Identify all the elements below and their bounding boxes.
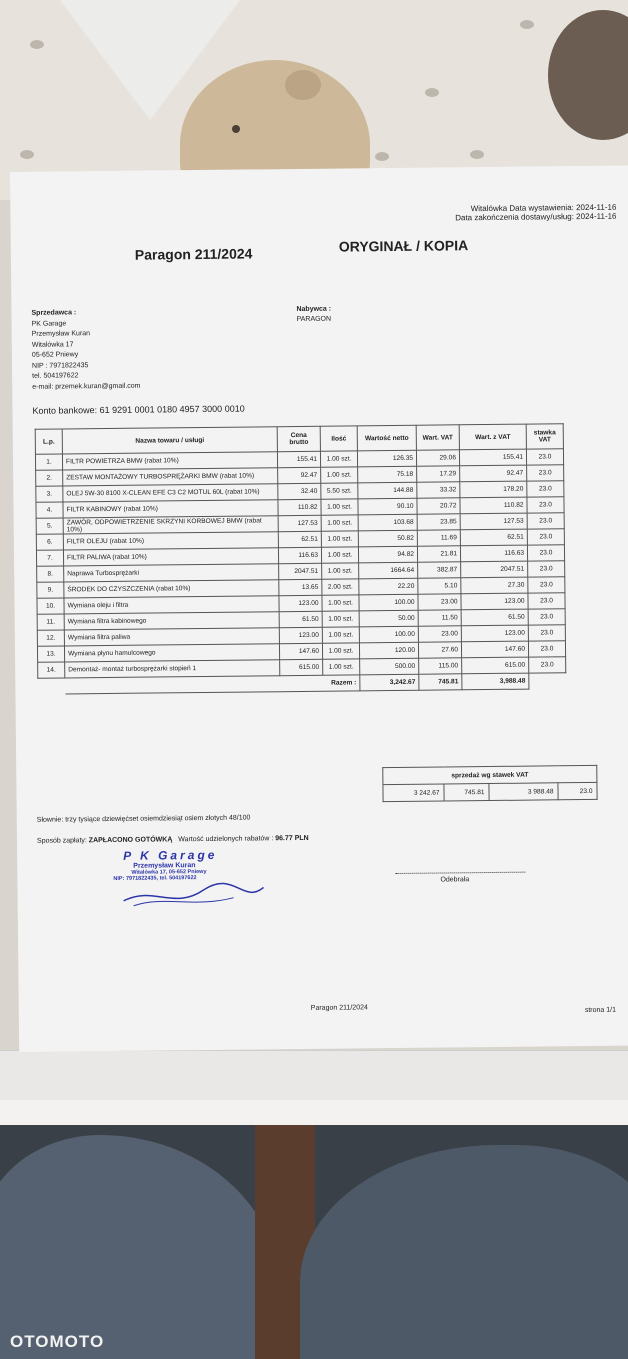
row-price: 155.41 (277, 451, 320, 467)
stamp-line: NIP: 7971822435, tel. 504197622 (113, 875, 197, 882)
dot (20, 150, 34, 159)
row-net: 103.68 (358, 514, 417, 531)
row-name: Naprawa Turbosprężarki (64, 564, 279, 582)
date-delivery: Data zakończenia dostawy/usług: 2024-11-16 (455, 211, 617, 223)
row-price: 92.47 (278, 467, 321, 483)
row-vat: 21.81 (417, 546, 460, 562)
row-rate: 23.0 (528, 625, 565, 641)
row-net: 75.18 (358, 466, 417, 483)
vat-sum-gross: 3 988.48 (489, 783, 558, 801)
items-table (35, 423, 567, 695)
dot (520, 20, 534, 29)
row-rate: 23.0 (528, 561, 565, 577)
row-price: 110.82 (278, 499, 321, 515)
row-rate: 23.0 (528, 577, 565, 593)
dates (455, 203, 616, 223)
row-rate: 23.0 (528, 609, 565, 625)
row-net: 120.00 (359, 642, 418, 659)
col-qty: Ilość (320, 426, 357, 451)
row-price: 147.60 (279, 643, 322, 659)
row-net: 22.20 (359, 578, 418, 595)
row-gross: 155.41 (459, 449, 526, 466)
vat-summary-title: sprzedaż wg stawek VAT (383, 765, 597, 784)
vat-sum-net: 3 242.67 (383, 784, 444, 802)
company-stamp (113, 847, 274, 919)
row-rate: 23.0 (527, 465, 564, 481)
total-net: 3,242.67 (360, 674, 419, 691)
row-rate: 23.0 (527, 513, 564, 529)
stamp-line: Przemysław Kuran (133, 862, 196, 870)
row-lp: 10. (37, 598, 64, 614)
payment-label: Sposób zapłaty: (36, 837, 87, 845)
row-vat: 115.00 (419, 658, 462, 674)
row-qty: 5.50 szt. (321, 483, 358, 499)
dot (470, 150, 484, 159)
vat-summary-table (382, 765, 597, 802)
knee-left (0, 1135, 280, 1359)
seller-line: NIP : 7971822435 (31, 361, 89, 370)
dot (375, 152, 389, 161)
row-net: 144.88 (358, 482, 417, 499)
row-lp: 3. (36, 486, 63, 502)
col-price: Cena brutto (277, 426, 320, 451)
row-vat: 33.32 (417, 482, 460, 498)
row-lp: 7. (36, 550, 63, 566)
row-price: 61.50 (279, 611, 322, 627)
row-name: Wymiana płynu hamulcowego (64, 644, 279, 662)
stamp-line: P K Garage (123, 847, 218, 863)
row-gross: 116.63 (460, 545, 527, 562)
row-name: Demontaż- montaż turbosprężarki stopień 1 (65, 660, 280, 678)
row-name: ZAWÓR, ODPOWIETRZENIE SKRZYNI KORBOWEJ BMW (rabat 10%) (63, 516, 278, 534)
row-name: FILTR POWIETRZA BMW (rabat 10%) (62, 452, 277, 470)
dot (425, 88, 439, 97)
row-price: 127.53 (278, 515, 321, 531)
total-gross: 3,988.48 (462, 673, 529, 690)
row-qty: 1.00 szt. (322, 595, 359, 611)
col-rate: stawka VAT (526, 424, 563, 449)
row-qty: 1.00 szt. (322, 627, 359, 643)
discount-value: 96.77 PLN (275, 834, 309, 843)
footer-doc: Paragon 211/2024 (310, 1004, 368, 1012)
row-lp: 13. (37, 646, 64, 662)
row-qty: 1.00 szt. (320, 451, 357, 467)
total-vat: 745.81 (419, 674, 462, 690)
row-net: 1664.64 (359, 562, 418, 579)
row-net: 90.10 (358, 498, 417, 515)
row-qty: 1.00 szt. (322, 611, 359, 627)
row-gross: 92.47 (460, 465, 527, 482)
seller-line: tel. 504197622 (32, 372, 79, 380)
seller-label: Sprzedawca : (31, 309, 77, 317)
row-net: 500.00 (360, 658, 419, 675)
stamp-line: Witalówka 17, 05-652 Pniewy (131, 868, 207, 876)
knee-right (300, 1145, 628, 1359)
row-qty: 1.00 szt. (321, 499, 358, 515)
row-name: ZESTAW MONTAŻOWY TURBOSPRĘŻARKI BMW (rabat 10%) (63, 468, 278, 486)
dot (30, 40, 44, 49)
row-vat: 29.06 (416, 450, 459, 466)
row-price: 62.51 (278, 531, 321, 547)
seller-line: 05-652 Pniewy (31, 351, 79, 359)
row-gross: 127.53 (460, 513, 527, 530)
bear-eye (232, 125, 240, 133)
row-qty: 1.00 szt. (323, 659, 360, 675)
col-net: Wartość netto (357, 425, 416, 451)
otomoto-watermark: OTOMOTO (10, 1332, 105, 1351)
row-name: Wymiana filtra paliwa (64, 628, 279, 646)
row-lp: 8. (37, 566, 64, 582)
shelf-edge (0, 1100, 628, 1125)
row-lp: 12. (37, 630, 64, 646)
col-lp: L.p. (35, 429, 62, 454)
row-price: 123.00 (279, 627, 322, 643)
row-rate: 23.0 (527, 529, 564, 545)
row-net: 50.82 (358, 530, 417, 547)
discount-label: Wartość udzielonych rabatów : (178, 835, 274, 844)
row-name: OLEJ 5W-30 8100 X-CLEAN EFE C3 C2 MOTUL 60L (rabat 10%) (63, 484, 278, 502)
buyer-name: PARAGON (296, 315, 332, 324)
row-qty: 1.00 szt. (321, 547, 358, 563)
row-name: Wymiana filtra kabinowego (64, 612, 279, 630)
row-gross: 147.60 (461, 641, 528, 658)
row-qty: 1.00 szt. (322, 563, 359, 579)
row-vat: 23.85 (417, 514, 460, 530)
row-net: 126.35 (357, 450, 416, 467)
row-gross: 178.20 (460, 481, 527, 498)
row-gross: 61.50 (461, 609, 528, 626)
row-gross: 2047.51 (461, 561, 528, 578)
row-lp: 9. (37, 582, 64, 598)
row-name: ŚRODEK DO CZYSZCZENIA (rabat 10%) (64, 580, 279, 598)
row-qty: 1.00 szt. (321, 531, 358, 547)
payment-info (37, 835, 309, 845)
row-price: 123.00 (279, 595, 322, 611)
buyer-label: Nabywca : (296, 305, 332, 314)
row-net: 100.00 (359, 594, 418, 611)
row-vat: 20.72 (417, 498, 460, 514)
row-gross: 27.30 (461, 577, 528, 594)
row-rate: 23.0 (527, 497, 564, 513)
seller-block (31, 308, 140, 393)
row-qty: 1.00 szt. (321, 515, 358, 531)
background-jeans (0, 1125, 628, 1359)
row-price: 116.63 (278, 547, 321, 563)
row-name: FILTR PALIWA (rabat 10%) (63, 548, 278, 566)
vat-sum-vat: 745.81 (444, 784, 489, 801)
seller-line: PK Garage (31, 319, 67, 328)
total-label: Razem : (65, 675, 360, 694)
bank-account: Konto bankowe: 61 9291 0001 0180 4957 3000 0010 (32, 403, 245, 416)
row-gross: 615.00 (462, 657, 529, 674)
row-price: 13.65 (279, 579, 322, 595)
row-qty: 1.00 szt. (321, 467, 358, 483)
row-rate: 23.0 (528, 641, 565, 657)
signature-scribble (113, 879, 273, 911)
seller-line: Przemysław Kuran (31, 330, 91, 338)
bear-ear (285, 70, 321, 100)
row-vat: 5.10 (418, 578, 461, 594)
row-vat: 23.00 (418, 594, 461, 610)
vat-sum-rate: 23.0 (558, 782, 597, 799)
row-vat: 382.87 (418, 562, 461, 578)
received-label: Odebrała (440, 876, 470, 884)
row-lp: 6. (36, 534, 63, 550)
row-qty: 2.00 szt. (322, 579, 359, 595)
row-lp: 5. (36, 518, 63, 534)
col-vat: Wart. VAT (416, 425, 459, 450)
row-lp: 11. (37, 614, 64, 630)
row-vat: 23.00 (418, 626, 461, 642)
row-name: FILTR KABINOWY (rabat 10%) (63, 500, 278, 518)
row-rate: 23.0 (528, 593, 565, 609)
row-rate: 23.0 (526, 449, 563, 465)
row-vat: 27.60 (418, 642, 461, 658)
col-name: Nazwa towaru / usługi (62, 427, 277, 454)
row-vat: 11.69 (417, 530, 460, 546)
seller-line: Witalówka 17 (31, 340, 74, 349)
row-lp: 2. (36, 470, 63, 486)
row-net: 100.00 (359, 626, 418, 643)
document-title: Paragon 211/2024 (134, 245, 253, 263)
date-issue: Witalówka Data wystawienia: 2024-11-16 (470, 202, 617, 214)
signature-line (395, 872, 525, 874)
row-gross: 123.00 (461, 625, 528, 642)
row-vat: 17.29 (417, 466, 460, 482)
row-rate: 23.0 (527, 481, 564, 497)
buyer-block (296, 305, 331, 325)
page-number: strona 1/1 (584, 1006, 616, 1015)
original-copy-label: ORYGINAŁ / KOPIA (338, 237, 469, 255)
row-price: 32.40 (278, 483, 321, 499)
row-price: 2047.51 (279, 563, 322, 579)
row-price: 615.00 (280, 659, 323, 675)
row-vat: 11.50 (418, 610, 461, 626)
amount-in-words: Słownie: trzy tysiące dziewięćset osiemdziesiąt osiem złotych 48/100 (36, 814, 251, 824)
col-gross: Wart. z VAT (459, 424, 526, 450)
row-name: FILTR OLEJU (rabat 10%) (63, 532, 278, 550)
row-net: 50.00 (359, 610, 418, 627)
row-net: 94.82 (358, 546, 417, 563)
receipt-paper (10, 166, 628, 1052)
bear-pattern-dark (548, 10, 628, 140)
payment-method: ZAPŁACONO GOTÓWKĄ (88, 836, 173, 845)
row-lp: 1. (35, 454, 62, 470)
row-name: Wymiana oleju i filtra (64, 596, 279, 614)
row-lp: 4. (36, 502, 63, 518)
row-gross: 123.00 (461, 593, 528, 610)
row-rate: 23.0 (529, 657, 566, 673)
row-rate: 23.0 (527, 545, 564, 561)
seller-line: e-mail: przemek.kuran@gmail.com (32, 382, 141, 391)
row-qty: 1.00 szt. (322, 643, 359, 659)
row-lp: 14. (38, 662, 65, 678)
row-gross: 62.51 (460, 529, 527, 546)
row-gross: 110.82 (460, 497, 527, 514)
